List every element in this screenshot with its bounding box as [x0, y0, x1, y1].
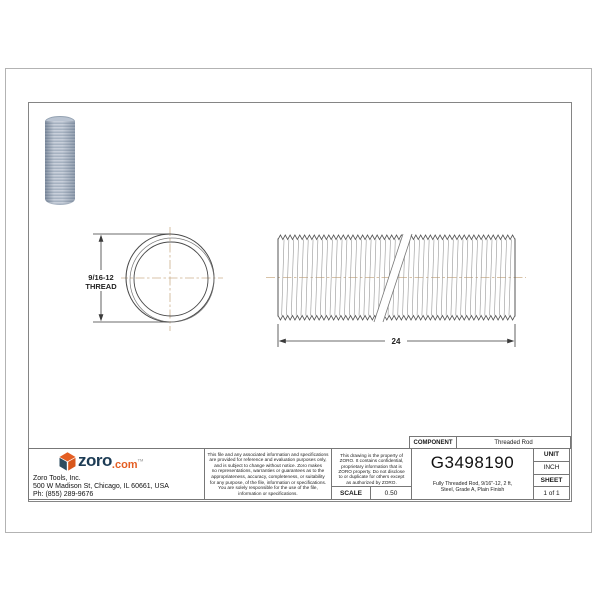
property-line: This drawing is the property of — [340, 452, 403, 458]
company-phone: Ph: (855) 289-9676 — [33, 491, 94, 499]
unit-sheet-section — [533, 449, 569, 499]
description-line1: Fully Threaded Rod, 9/16"-12, 2 ft, — [432, 481, 513, 487]
title-block — [28, 448, 570, 500]
disclaimer-line: no representations, warranties or guarantees as to the — [211, 468, 325, 474]
scale-value: 0.50 — [384, 489, 398, 497]
brand-name: zoro — [78, 451, 112, 470]
disclaimer-line: information or specifications. — [238, 490, 298, 496]
zoro-cube-icon — [57, 451, 78, 472]
company-street: 500 W Madison St, Chicago, IL 60661, USA — [33, 483, 169, 491]
property-line: ZORO. It contains confidential, — [339, 458, 404, 464]
disclaimer-line: appropriateness, accuracy, completeness, or suitability — [211, 474, 325, 479]
length-dimension-label: 24 — [391, 337, 401, 346]
disclaimer-section — [204, 449, 331, 499]
property-scale-section — [331, 449, 411, 499]
company-section — [29, 449, 204, 499]
disclaimer-text — [205, 449, 331, 499]
disclaimer-line: You are solely responsible for the use of the file, — [218, 485, 318, 491]
property-notice-text — [332, 449, 411, 489]
part-description — [412, 481, 533, 493]
component-value: Threaded Rod — [494, 439, 533, 446]
unit-value: INCH — [534, 461, 569, 474]
property-line: proprietary information that is — [341, 463, 402, 469]
end-view-centerlines — [119, 227, 223, 331]
scale-label: SCALE — [332, 487, 371, 499]
zoro-logo — [57, 451, 143, 473]
part-section — [411, 449, 533, 499]
disclaimer-line: are provided for reference and evaluation purposes only, — [209, 457, 327, 463]
scale-row — [332, 486, 411, 499]
trademark-mark: TM — [137, 457, 144, 463]
company-address — [33, 475, 169, 500]
unit-label: UNIT — [543, 451, 560, 459]
part-number: G3498190 — [430, 453, 515, 472]
disclaimer-line: and is subject to change without notice. Zoro makes — [214, 462, 322, 468]
disclaimer-line: for any purpose, of the file, information or specifications. — [209, 479, 327, 485]
property-line: to or duplicate for others except — [338, 474, 405, 480]
component-label: COMPONENT — [410, 437, 457, 448]
sheet-value: 1 of 1 — [534, 486, 569, 499]
description-line2: Steel, Grade A, Plain Finish — [440, 487, 505, 493]
property-line: ZORO property. Do not disclose — [338, 469, 405, 474]
sheet-label: SHEET — [534, 474, 569, 487]
thread-spec-label-line1: 9/16-12 — [88, 273, 114, 282]
company-name: Zoro Tools, Inc. — [33, 475, 81, 482]
brand-suffix: .com — [111, 459, 138, 471]
disclaimer-line: This file and any associated information and specifications — [207, 451, 329, 457]
property-line: as authorized by ZORO. — [346, 479, 397, 485]
thread-spec-label-line2: THREAD — [85, 282, 117, 291]
